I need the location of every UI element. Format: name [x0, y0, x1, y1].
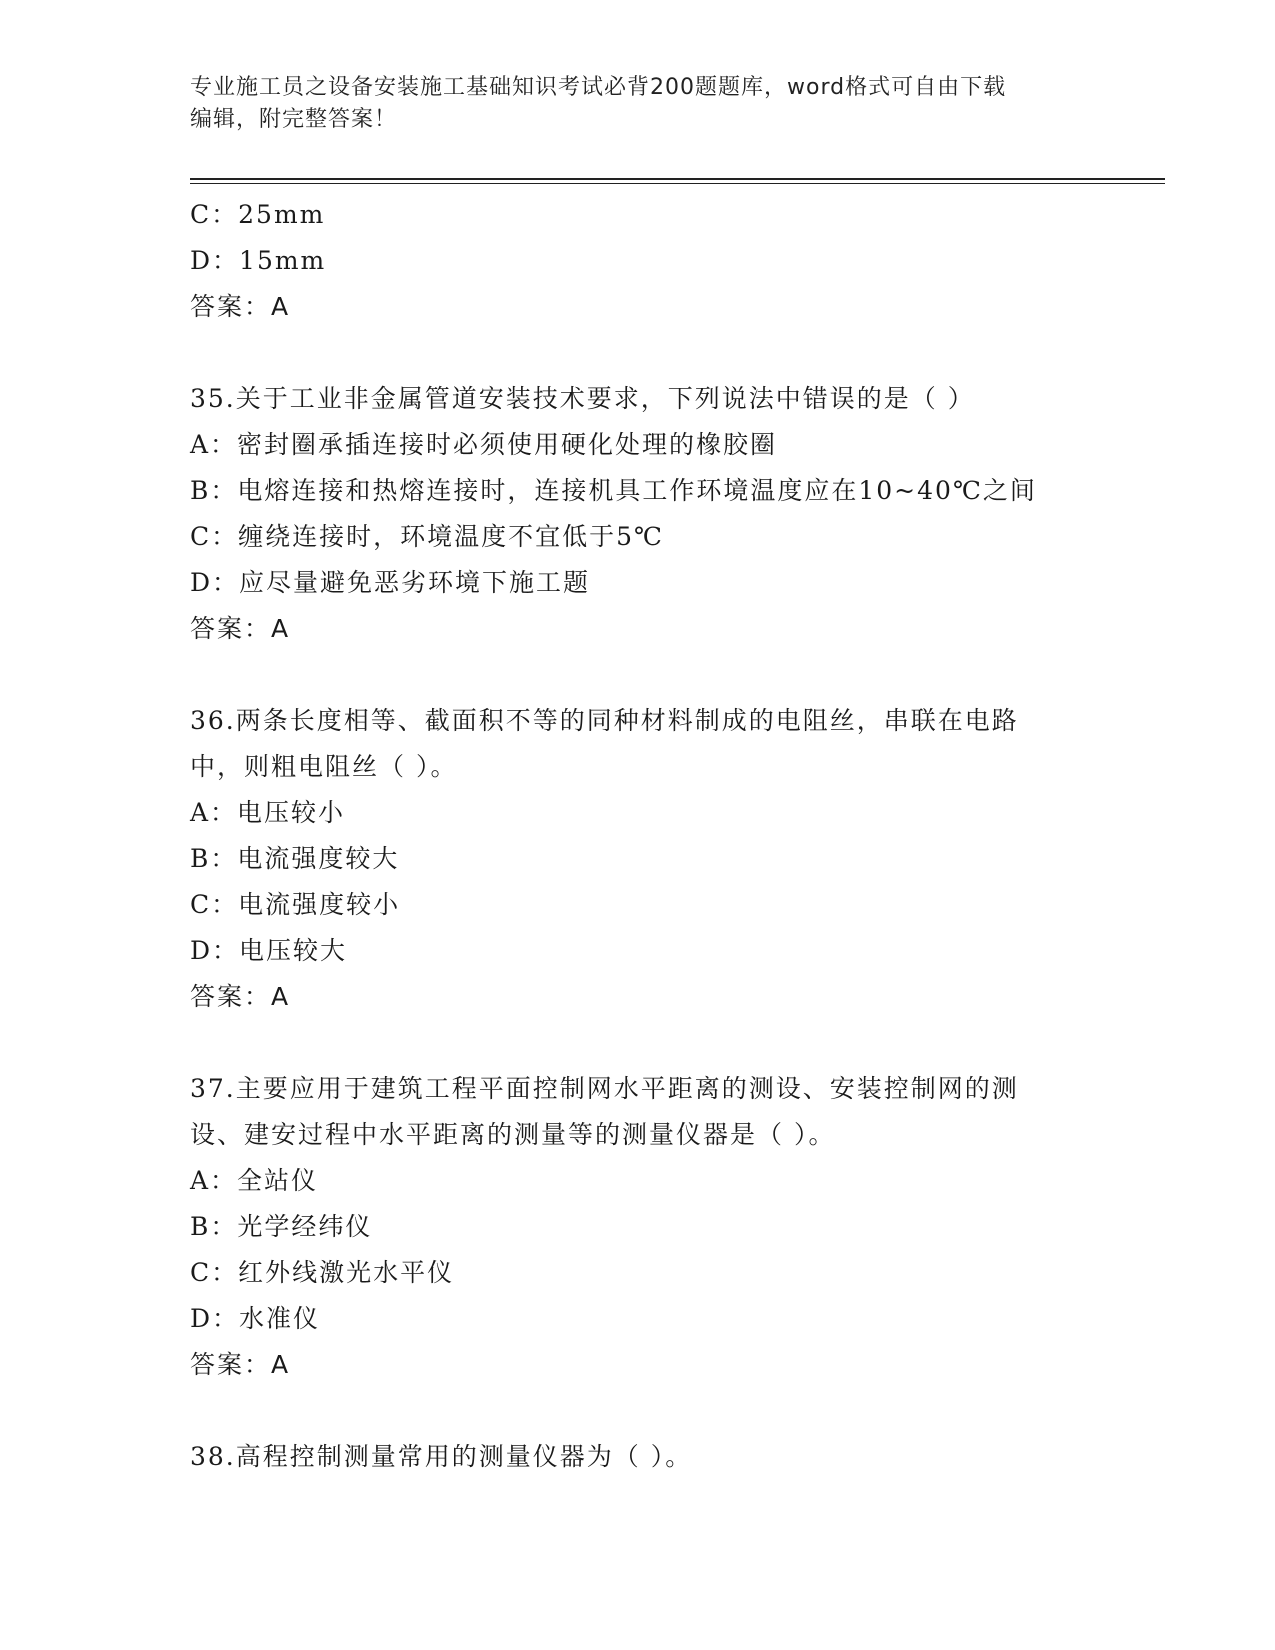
option-d: D：应尽量避免恶劣环境下施工题	[190, 568, 591, 597]
header-title-line-2: 编辑，附完整答案！	[190, 107, 398, 132]
option-d: D：水准仪	[190, 1304, 321, 1333]
question-spacer	[190, 1388, 1090, 1434]
question-list	[190, 192, 1090, 1480]
question-spacer	[190, 1020, 1090, 1066]
question-stem-line-2: 中，则粗电阻丝（ ）。	[190, 752, 458, 781]
answer-line: 答案：A	[190, 982, 291, 1011]
option-a: A：电压较小	[190, 798, 346, 827]
question-38	[190, 1434, 1090, 1480]
option-d: D：15mm	[190, 246, 327, 275]
option-c: C：电流强度较小	[190, 890, 401, 919]
question-stem: 35.关于工业非金属管道安装技术要求，下列说法中错误的是（ ）	[190, 384, 975, 413]
answer-line: 答案：A	[190, 1350, 291, 1379]
question-36	[190, 698, 1090, 1020]
question-stem-line-2: 设、建安过程中水平距离的测量等的测量仪器是（ ）。	[190, 1120, 836, 1149]
option-d: D：电压较大	[190, 936, 348, 965]
question-stem-line-1: 36.两条长度相等、截面积不等的同种材料制成的电阻丝，串联在电路	[190, 706, 1019, 735]
question-spacer	[190, 330, 1090, 376]
option-a: A：全站仪	[190, 1166, 319, 1195]
header-title-line-1: 专业施工员之设备安装施工基础知识考试必背200题题库，word格式可自由下载	[190, 75, 1007, 100]
option-a: A：密封圈承插连接时必须使用硬化处理的橡胶圈	[190, 430, 778, 459]
header-divider-thick	[190, 178, 1165, 180]
option-b: B：光学经纬仪	[190, 1212, 373, 1241]
header-divider-thin	[190, 183, 1165, 184]
question-stem: 38.高程控制测量常用的测量仪器为（ ）。	[190, 1442, 693, 1471]
question-35	[190, 376, 1090, 652]
document-header	[190, 72, 1090, 136]
answer-line: 答案：A	[190, 614, 291, 643]
question-37	[190, 1066, 1090, 1388]
option-c: C：25mm	[190, 200, 326, 229]
option-b: B：电流强度较大	[190, 844, 400, 873]
question-stem-line-1: 37.主要应用于建筑工程平面控制网水平距离的测设、安装控制网的测	[190, 1074, 1019, 1103]
question-34-tail	[190, 192, 1090, 330]
option-c: C：红外线激光水平仪	[190, 1258, 455, 1287]
option-b: B：电熔连接和热熔连接时，连接机具工作环境温度应在10~40℃之间	[190, 476, 1037, 505]
option-c: C：缠绕连接时，环境温度不宜低于5℃	[190, 522, 665, 551]
answer-line: 答案：A	[190, 292, 291, 321]
question-spacer	[190, 652, 1090, 698]
